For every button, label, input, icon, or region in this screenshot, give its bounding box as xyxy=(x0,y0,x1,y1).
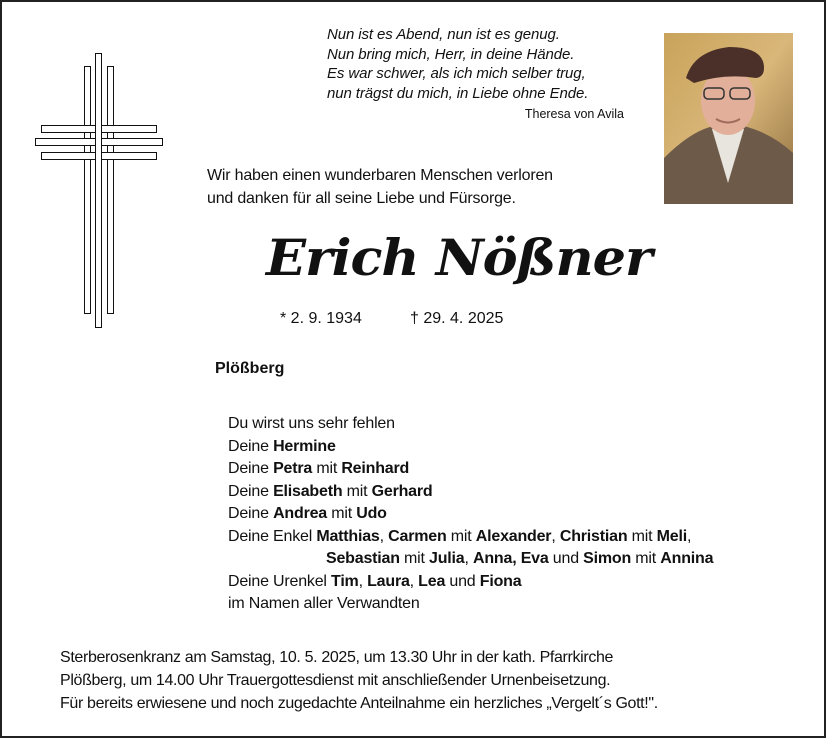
family-text: und xyxy=(548,550,584,567)
family-name: Christian xyxy=(559,527,628,545)
family-text: im Namen aller Verwandten xyxy=(228,595,420,612)
family-text: und xyxy=(445,572,480,590)
family-text: , xyxy=(358,572,368,590)
family-text: Deine xyxy=(228,437,274,455)
family-name: Udo xyxy=(356,505,387,522)
birth-date: * 2. 9. 1934 xyxy=(280,310,362,327)
family-text: mit xyxy=(631,550,661,567)
family-text: mit xyxy=(312,460,342,477)
family-line xyxy=(228,526,713,549)
cross-icon xyxy=(0,0,200,340)
family-name: Tim xyxy=(331,572,359,590)
family-text: mit xyxy=(446,527,476,545)
family-name: Laura xyxy=(367,572,410,590)
family-name: Meli xyxy=(656,527,687,545)
footer-line: Sterberosenkranz am Samstag, 10. 5. 2025, um 13.30 Uhr in der kath. Pfarrkirche xyxy=(60,649,614,666)
poem-line: Nun bring mich, Herr, in deine Hände. xyxy=(327,45,575,63)
family-name: Fiona xyxy=(479,572,522,590)
family-name: Gerhard xyxy=(371,482,433,500)
family-line xyxy=(228,413,713,436)
family-list xyxy=(228,413,713,616)
family-name: Hermine xyxy=(273,437,336,455)
family-text: mit xyxy=(342,482,372,500)
family-name: Simon xyxy=(583,550,632,567)
family-line xyxy=(228,436,713,459)
poem-author: Theresa von Avila xyxy=(524,107,624,121)
intro-line: und danken für all seine Liebe und Fürsorge. xyxy=(207,190,516,207)
family-text: mit xyxy=(327,505,357,522)
family-text: mit xyxy=(627,527,657,545)
family-line xyxy=(228,593,713,616)
footer-line: Für bereits erwiesene und noch zugedachte Anteilnahme ein herzliches „Vergelt´s Gott!". xyxy=(60,695,658,712)
family-name: Matthias xyxy=(316,527,380,545)
portrait-photo xyxy=(664,33,793,204)
family-text: Deine xyxy=(228,460,274,477)
family-name: Andrea xyxy=(273,505,327,522)
family-text: Deine xyxy=(228,482,274,500)
family-name: Alexander xyxy=(475,527,552,545)
poem-line: nun trägst du mich, in Liebe ohne Ende. xyxy=(327,84,589,102)
family-line xyxy=(228,481,713,504)
family-name: Anna, Eva xyxy=(473,550,549,567)
family-text: , xyxy=(551,527,560,545)
family-text: , xyxy=(464,550,473,567)
family-line xyxy=(228,458,713,481)
family-line xyxy=(228,548,713,571)
family-line xyxy=(228,571,713,594)
family-text: Deine xyxy=(228,505,274,522)
family-name: Julia xyxy=(429,550,465,567)
family-name: Sebastian xyxy=(326,550,400,567)
family-text: , xyxy=(409,572,419,590)
death-date: † 29. 4. 2025 xyxy=(410,310,504,327)
family-name: Annina xyxy=(660,550,714,567)
family-text: , xyxy=(379,527,389,545)
intro-line: Wir haben einen wunderbaren Menschen verloren xyxy=(207,167,553,184)
poem-line: Es war schwer, als ich mich selber trug, xyxy=(327,65,586,82)
family-text: mit xyxy=(399,550,430,567)
poem xyxy=(327,25,588,103)
family-name: Carmen xyxy=(388,527,447,545)
family-text: Deine Urenkel xyxy=(228,572,332,590)
service-info xyxy=(60,646,658,715)
family-text: , xyxy=(686,527,692,545)
family-text: Deine Enkel xyxy=(228,527,317,545)
deceased-name: Erich Nößner xyxy=(266,228,652,287)
family-text: Du wirst uns sehr fehlen xyxy=(228,415,395,432)
intro-text xyxy=(207,164,553,210)
footer-line: Plößberg, um 14.00 Uhr Trauergottesdienst mit anschließender Urnenbeisetzung. xyxy=(60,672,611,689)
family-name: Reinhard xyxy=(341,460,410,477)
family-name: Petra xyxy=(273,460,313,477)
family-name: Elisabeth xyxy=(273,482,343,500)
place: Plößberg xyxy=(215,360,285,377)
family-line xyxy=(228,503,713,526)
family-name: Lea xyxy=(418,572,446,590)
poem-line: Nun ist es Abend, nun ist es genug. xyxy=(327,26,560,43)
